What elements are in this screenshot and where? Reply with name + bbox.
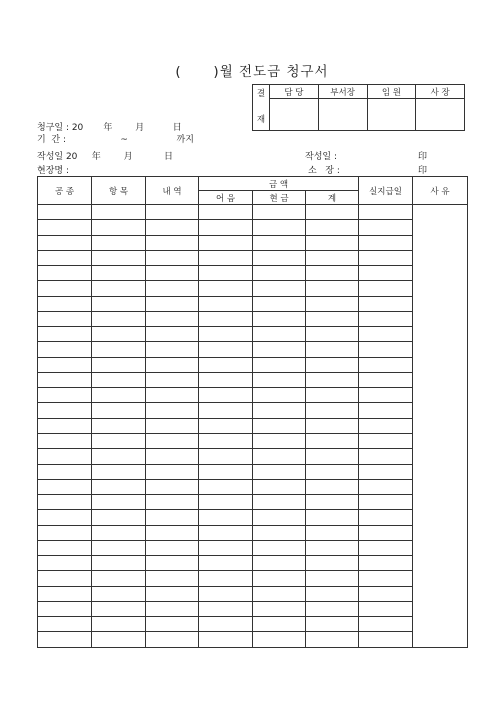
table-cell[interactable] (253, 556, 306, 571)
table-cell[interactable] (199, 556, 253, 571)
table-cell[interactable] (253, 372, 306, 387)
table-cell[interactable] (38, 311, 92, 326)
approval-side-bottom: 재 (256, 115, 266, 125)
table-cell[interactable] (92, 311, 146, 326)
table-cell[interactable] (359, 571, 413, 586)
table-cell[interactable] (92, 540, 146, 555)
table-cell[interactable] (38, 556, 92, 571)
table-cell[interactable] (253, 235, 306, 250)
table-cell[interactable] (199, 205, 253, 220)
table-cell[interactable] (253, 617, 306, 632)
table-cell[interactable] (92, 449, 146, 464)
table-cell[interactable] (306, 556, 359, 571)
table-row (38, 342, 468, 357)
table-cell[interactable] (38, 433, 92, 448)
site-name-label: 현장명 : (37, 166, 69, 176)
table-cell[interactable] (306, 617, 359, 632)
table-cell[interactable] (253, 250, 306, 265)
table-cell[interactable] (146, 296, 199, 311)
table-cell[interactable] (306, 205, 359, 220)
table-cell[interactable] (253, 403, 306, 418)
table-cell[interactable] (38, 510, 92, 525)
table-cell[interactable] (92, 388, 146, 403)
table-cell[interactable] (253, 525, 306, 540)
table-cell[interactable] (306, 235, 359, 250)
table-cell[interactable] (92, 250, 146, 265)
table-cell[interactable] (359, 525, 413, 540)
table-cell[interactable] (359, 266, 413, 281)
table-cell[interactable] (359, 556, 413, 571)
table-cell[interactable] (38, 464, 92, 479)
table-cell[interactable] (146, 556, 199, 571)
table-row (38, 495, 468, 510)
table-row (38, 571, 468, 586)
table-cell[interactable] (38, 617, 92, 632)
table-row (38, 540, 468, 555)
header-bill: 어 음 (199, 191, 253, 205)
table-cell[interactable] (306, 449, 359, 464)
table-cell[interactable] (253, 388, 306, 403)
table-cell[interactable] (306, 540, 359, 555)
table-cell[interactable] (92, 586, 146, 601)
table-cell[interactable] (92, 510, 146, 525)
table-row (38, 510, 468, 525)
table-cell[interactable] (38, 296, 92, 311)
table-cell[interactable] (146, 525, 199, 540)
table-cell[interactable] (199, 510, 253, 525)
table-cell[interactable] (199, 586, 253, 601)
table-cell[interactable] (306, 586, 359, 601)
header-actual-payment: 실지급일 (359, 177, 413, 205)
table-cell[interactable] (92, 235, 146, 250)
table-cell[interactable] (199, 464, 253, 479)
table-cell[interactable] (253, 311, 306, 326)
table-cell[interactable] (92, 556, 146, 571)
table-cell[interactable] (146, 586, 199, 601)
table-cell[interactable] (38, 403, 92, 418)
table-cell[interactable] (199, 540, 253, 555)
table-cell[interactable] (146, 449, 199, 464)
approval-col-executive: 임 원 (367, 85, 416, 99)
table-cell[interactable] (359, 388, 413, 403)
approval-side-label (253, 85, 270, 131)
table-cell[interactable] (253, 464, 306, 479)
table-cell[interactable] (38, 266, 92, 281)
table-cell[interactable] (359, 205, 413, 220)
table-cell[interactable] (146, 220, 199, 235)
table-cell[interactable] (38, 357, 92, 372)
table-cell[interactable] (306, 220, 359, 235)
table-cell[interactable] (306, 601, 359, 616)
table-cell[interactable] (199, 296, 253, 311)
table-cell[interactable] (199, 357, 253, 372)
table-cell[interactable] (199, 418, 253, 433)
table-row (38, 586, 468, 601)
manager-seal: 印 (418, 166, 428, 176)
table-cell[interactable] (253, 540, 306, 555)
table-row (38, 464, 468, 479)
table-row (38, 433, 468, 448)
table-cell[interactable] (306, 525, 359, 540)
approval-sign-president[interactable] (416, 99, 465, 131)
table-cell[interactable] (146, 311, 199, 326)
table-cell[interactable] (38, 525, 92, 540)
table-cell[interactable] (253, 205, 306, 220)
table-cell[interactable] (359, 250, 413, 265)
table-cell[interactable] (92, 372, 146, 387)
table-cell[interactable] (253, 433, 306, 448)
table-cell[interactable] (253, 220, 306, 235)
table-cell[interactable] (306, 250, 359, 265)
table-cell[interactable] (253, 632, 306, 648)
table-cell[interactable] (92, 571, 146, 586)
table-row (38, 403, 468, 418)
table-cell[interactable] (199, 220, 253, 235)
table-cell[interactable] (38, 250, 92, 265)
table-cell[interactable] (359, 586, 413, 601)
table-cell[interactable] (92, 357, 146, 372)
table-row (38, 281, 468, 296)
table-cell[interactable] (306, 311, 359, 326)
period: 기 간 : ~ 까지 (37, 135, 194, 145)
table-cell[interactable] (359, 342, 413, 357)
table-cell[interactable] (359, 327, 413, 342)
table-cell[interactable] (199, 449, 253, 464)
table-cell[interactable] (253, 357, 306, 372)
header-total: 계 (306, 191, 359, 205)
table-row (38, 372, 468, 387)
table-cell[interactable] (359, 418, 413, 433)
table-cell[interactable] (38, 372, 92, 387)
table-cell[interactable] (359, 311, 413, 326)
table-row (38, 205, 468, 220)
table-row (38, 220, 468, 235)
table-cell[interactable] (38, 571, 92, 586)
table-cell[interactable] (92, 464, 146, 479)
table-cell[interactable] (38, 540, 92, 555)
writer-label: 작성일 : (305, 152, 337, 162)
table-cell[interactable] (92, 495, 146, 510)
table-cell[interactable] (359, 495, 413, 510)
table-row (38, 601, 468, 616)
table-row (38, 296, 468, 311)
table-cell[interactable] (359, 403, 413, 418)
table-cell[interactable] (92, 525, 146, 540)
table-cell[interactable] (253, 571, 306, 586)
table-cell[interactable] (199, 601, 253, 616)
table-cell[interactable] (146, 632, 199, 648)
table-cell[interactable] (253, 449, 306, 464)
claim-date: 청구일 : 20 年 月 日 (37, 123, 182, 133)
table-cell[interactable] (199, 327, 253, 342)
table-cell[interactable] (306, 388, 359, 403)
manager-label: 소 장 : (308, 166, 340, 176)
table-cell[interactable] (38, 205, 92, 220)
table-cell[interactable] (38, 342, 92, 357)
approval-col-dept-head: 부서장 (318, 85, 367, 99)
table-cell[interactable] (146, 388, 199, 403)
approval-table (252, 84, 465, 131)
table-cell[interactable] (146, 617, 199, 632)
table-cell[interactable] (199, 479, 253, 494)
table-cell[interactable] (146, 342, 199, 357)
table-cell[interactable] (199, 632, 253, 648)
table-cell[interactable] (359, 357, 413, 372)
header-item: 항 목 (92, 177, 146, 205)
table-cell[interactable] (199, 342, 253, 357)
table-cell[interactable] (92, 632, 146, 648)
table-cell[interactable] (253, 342, 306, 357)
table-cell[interactable] (253, 296, 306, 311)
table-cell[interactable] (306, 342, 359, 357)
header-amount: 금 액 (199, 177, 359, 191)
table-row (38, 388, 468, 403)
table-cell[interactable] (92, 220, 146, 235)
approval-col-staff: 담 당 (270, 85, 319, 99)
table-cell[interactable] (38, 632, 92, 648)
table-cell[interactable] (359, 433, 413, 448)
table-cell[interactable] (92, 403, 146, 418)
table-cell[interactable] (359, 296, 413, 311)
table-cell[interactable] (92, 281, 146, 296)
table-cell[interactable] (253, 586, 306, 601)
table-cell[interactable] (92, 601, 146, 616)
table-cell[interactable] (146, 510, 199, 525)
table-cell[interactable] (92, 617, 146, 632)
table-cell[interactable] (199, 281, 253, 296)
table-cell[interactable] (306, 571, 359, 586)
table-cell[interactable] (38, 388, 92, 403)
table-cell[interactable] (306, 495, 359, 510)
table-cell[interactable] (199, 495, 253, 510)
approval-sign-executive[interactable] (367, 99, 416, 131)
approval-sign-dept-head[interactable] (318, 99, 367, 131)
table-cell[interactable] (253, 266, 306, 281)
table-row (38, 556, 468, 571)
written-date: 작성일 20 年 月 日 (37, 152, 174, 162)
table-cell[interactable] (199, 571, 253, 586)
table-row (38, 525, 468, 540)
table-cell[interactable] (306, 327, 359, 342)
table-cell[interactable] (199, 403, 253, 418)
table-cell[interactable] (146, 327, 199, 342)
table-cell[interactable] (306, 632, 359, 648)
table-cell[interactable] (146, 357, 199, 372)
table-cell[interactable] (146, 235, 199, 250)
table-cell[interactable] (92, 479, 146, 494)
table-cell[interactable] (306, 266, 359, 281)
table-row (38, 479, 468, 494)
table-cell[interactable] (253, 495, 306, 510)
table-cell[interactable] (306, 510, 359, 525)
table-row (38, 235, 468, 250)
table-cell[interactable] (38, 479, 92, 494)
table-cell[interactable] (38, 235, 92, 250)
approval-sign-staff[interactable] (270, 99, 319, 131)
table-cell[interactable] (146, 281, 199, 296)
table-cell[interactable] (38, 220, 92, 235)
table-cell[interactable] (92, 205, 146, 220)
table-cell[interactable] (253, 479, 306, 494)
table-cell[interactable] (146, 403, 199, 418)
table-cell[interactable] (359, 601, 413, 616)
table-cell[interactable] (146, 205, 199, 220)
table-cell[interactable] (199, 372, 253, 387)
table-cell[interactable] (146, 418, 199, 433)
header-work-type: 공 종 (38, 177, 92, 205)
table-cell[interactable] (92, 266, 146, 281)
table-cell[interactable] (359, 540, 413, 555)
table-cell[interactable] (38, 327, 92, 342)
table-cell[interactable] (306, 418, 359, 433)
table-row (38, 357, 468, 372)
table-cell[interactable] (199, 266, 253, 281)
table-cell[interactable] (38, 281, 92, 296)
table-cell[interactable] (38, 418, 92, 433)
table-cell[interactable] (199, 311, 253, 326)
table-row (38, 311, 468, 326)
header-detail: 내 역 (146, 177, 199, 205)
table-cell[interactable] (359, 281, 413, 296)
table-cell[interactable] (92, 342, 146, 357)
table-cell[interactable] (359, 510, 413, 525)
table-cell[interactable] (359, 220, 413, 235)
approval-side-top: 결 (256, 89, 266, 99)
table-cell[interactable] (253, 418, 306, 433)
table-cell[interactable] (199, 250, 253, 265)
table-cell[interactable] (306, 464, 359, 479)
reason-cell[interactable] (413, 205, 468, 648)
table-row (38, 449, 468, 464)
table-cell[interactable] (146, 571, 199, 586)
table-cell[interactable] (306, 479, 359, 494)
table-cell[interactable] (146, 372, 199, 387)
table-cell[interactable] (199, 617, 253, 632)
table-cell[interactable] (359, 235, 413, 250)
table-cell[interactable] (306, 372, 359, 387)
table-cell[interactable] (306, 403, 359, 418)
header-cash: 현 금 (253, 191, 306, 205)
table-cell[interactable] (146, 464, 199, 479)
table-cell[interactable] (253, 601, 306, 616)
table-row (38, 617, 468, 632)
table-cell[interactable] (146, 250, 199, 265)
table-cell[interactable] (146, 479, 199, 494)
table-cell[interactable] (146, 540, 199, 555)
table-cell[interactable] (92, 296, 146, 311)
table-cell[interactable] (146, 433, 199, 448)
claim-table (37, 176, 468, 648)
table-row (38, 632, 468, 648)
table-cell[interactable] (38, 495, 92, 510)
table-cell[interactable] (92, 433, 146, 448)
table-cell[interactable] (253, 281, 306, 296)
table-cell[interactable] (38, 601, 92, 616)
table-cell[interactable] (359, 372, 413, 387)
table-row (38, 266, 468, 281)
table-cell[interactable] (146, 266, 199, 281)
table-cell[interactable] (306, 296, 359, 311)
table-cell[interactable] (253, 510, 306, 525)
page-title: ( )월 전도금 청구서 (175, 64, 329, 80)
table-cell[interactable] (199, 433, 253, 448)
writer-seal: 印 (418, 152, 428, 162)
table-row (38, 250, 468, 265)
table-cell[interactable] (359, 632, 413, 648)
table-cell[interactable] (359, 449, 413, 464)
table-cell[interactable] (306, 433, 359, 448)
table-cell[interactable] (359, 617, 413, 632)
table-cell[interactable] (92, 418, 146, 433)
table-cell[interactable] (38, 586, 92, 601)
table-row (38, 418, 468, 433)
table-cell[interactable] (199, 525, 253, 540)
table-cell[interactable] (199, 388, 253, 403)
table-cell[interactable] (306, 357, 359, 372)
table-cell[interactable] (199, 235, 253, 250)
table-cell[interactable] (253, 327, 306, 342)
table-cell[interactable] (359, 479, 413, 494)
table-cell[interactable] (146, 495, 199, 510)
table-cell[interactable] (92, 327, 146, 342)
table-row (38, 327, 468, 342)
table-cell[interactable] (306, 281, 359, 296)
approval-col-president: 사 장 (416, 85, 465, 99)
table-cell[interactable] (359, 464, 413, 479)
table-cell[interactable] (146, 601, 199, 616)
header-reason: 사 유 (413, 177, 468, 205)
table-cell[interactable] (38, 449, 92, 464)
